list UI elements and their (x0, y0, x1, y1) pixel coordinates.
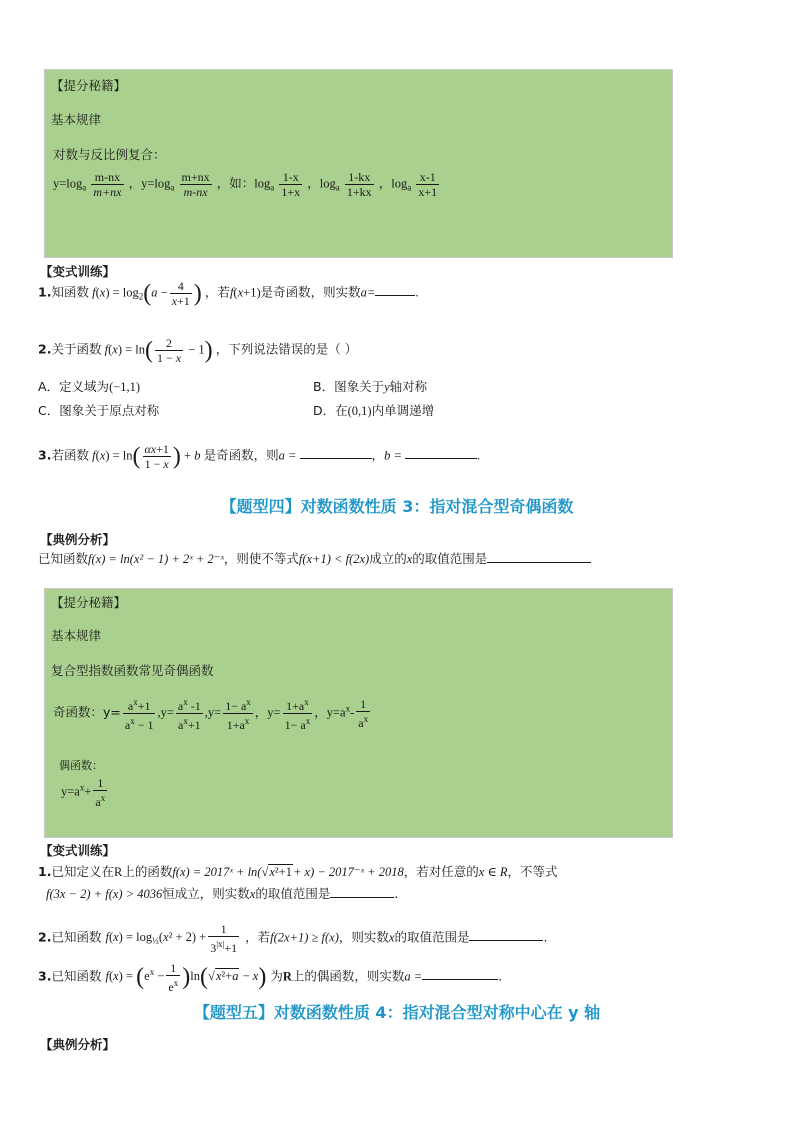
practice-label: 【变式训练】 (40, 843, 116, 858)
option-d[interactable]: D．在(0,1)内单调递增 (313, 403, 435, 418)
rule-heading: 基本规律 (51, 628, 102, 643)
question-2: 2.关于函数 f(x) = ln( $\frac{2}{1 - x}$ − 1) ，下列说法错误的是（ ） (38, 336, 358, 365)
fraction: $\frac{2}{1 - x}$ (157, 336, 182, 365)
question-4: 1.已知定义在R上的函数f(x) = 2017ˣ + ln(√x²+1+ x) − 2017⁻ˣ + 2018，若对任意的x ∈ R，不等式 (38, 864, 558, 879)
example-label: 【典例分析】 (40, 532, 116, 547)
option-c[interactable]: C．图象关于原点对称 (38, 403, 160, 418)
even-function: $y=a^x+$ $\frac{1}{a^x}$ (61, 776, 106, 809)
question-6: 3.已知函数 $f(x) = (e^x$ − $\frac{1}{e^x}$ )ln(√x²+a − x) 为R上的偶函数，则实数a = . (38, 961, 503, 994)
question-1: 1.知函数 $f(x) = \log_2(a$ − $\frac{4}{x+1}$ ) ，若f(x+1)是奇函数，则实数a= . (38, 279, 419, 308)
tips-heading: 【提分秘籍】 (51, 78, 127, 93)
answer-blank-b[interactable] (405, 458, 477, 459)
fraction: $\frac{1}{a^x}$ (95, 776, 106, 809)
fraction: $\frac{a^x+1}{a^x - 1}$ (124, 697, 154, 732)
answer-blank-a[interactable] (300, 458, 372, 459)
example-label: 【典例分析】 (40, 1037, 116, 1052)
answer-blank[interactable] (375, 295, 415, 296)
section-title-4: 【题型四】对数函数性质 3：指对混合型奇偶函数 (220, 497, 574, 516)
question-5: 2.已知函数 $f(x) = \log_{\frac{1}{3}}(x^2 + 2)$ + $\frac{1}{3^{|x|}+1}$ ，若f(2x+1) ≥ f(x)，则实数x的取值范围是 . (38, 922, 548, 955)
rule-intro: 对数与反比例复合： (53, 147, 166, 162)
tips-box-1 (44, 69, 673, 258)
rule-heading: 基本规律 (51, 112, 102, 127)
question-4-line2: f(3x − 2) + f(x) > 4036恒成立，则实数x的取值范围是 . (46, 886, 399, 901)
log-formulas: $y=\log_a$ $\frac{m-nx}{m+nx}$ ，$y=\log_a$ $\frac{m+nx}{m-nx}$ ，如：$\log_a$ $\frac{1-x}{1+x}$ ，$\log_a$ $\frac{1-kx}{1+kx}$ ，$\log_a$ $\frac{x-1}{x+1}$ (53, 170, 438, 199)
question-3: 3.若函数 f(x) = ln( $\frac{\alpha x+1}{1 - x}$ ) + b 是奇函数，则a = ，b = . (38, 442, 481, 471)
fraction: $\frac{1+a^x}{1- a^x}$ (284, 697, 311, 732)
tips-box-2 (44, 588, 673, 838)
even-label: 偶函数： (59, 759, 103, 772)
section-title-5: 【题型五】对数函数性质 4：指对混合型对称中心在 y 轴 (193, 1003, 601, 1022)
fraction: $\frac{1-kx}{1+kx}$ (346, 170, 372, 199)
fraction: $\frac{4}{x+1}$ (171, 279, 190, 308)
answer-blank[interactable] (469, 940, 543, 941)
fraction: $\frac{1-x}{1+x}$ (281, 170, 301, 199)
fraction: $\frac{1- a^x}{1+a^x}$ (225, 697, 251, 732)
option-b[interactable]: B．图象关于y轴对称 (313, 379, 428, 394)
example-question: 已知函数f(x) = ln(x² − 1) + 2ˣ + 2⁻ˣ，则使不等式f(x+1) < f(2x)成立的x的取值范围是 (38, 549, 591, 567)
answer-blank[interactable] (487, 562, 591, 563)
fraction: $\frac{m+nx}{m-nx}$ (181, 170, 210, 199)
option-a[interactable]: A．定义域为(−1,1) (38, 379, 141, 394)
answer-blank[interactable] (422, 979, 498, 980)
odd-functions: 奇函数：y= $\frac{a^x+1}{a^x - 1}$ ,y= $\frac{a^x -1}{a^x+1}$ ,y= $\frac{1- a^x}{1+a^x}$ ，y= $\frac{1+a^x}{1- a^x}$ ，$y=a^x-$ $\frac{1}{a^x}$ (53, 697, 369, 732)
fraction: $\frac{1}{a^x}$ (358, 697, 369, 730)
fraction: $\frac{a^x -1}{a^x+1}$ (177, 697, 201, 732)
fraction: $\frac{1}{e^x}$ (168, 961, 179, 994)
fraction: $\frac{\alpha x+1}{1 - x}$ (144, 442, 169, 471)
fraction: $\frac{1}{3^{|x|}+1}$ (210, 922, 238, 955)
fraction: $\frac{x-1}{x+1}$ (418, 170, 438, 199)
practice-label: 【变式训练】 (40, 264, 116, 279)
tips-heading: 【提分秘籍】 (51, 595, 127, 610)
rule-subtitle: 复合型指数函数常见奇偶函数 (51, 663, 214, 678)
answer-blank[interactable] (330, 897, 394, 898)
fraction: $\frac{m-nx}{m+nx}$ (93, 170, 122, 199)
